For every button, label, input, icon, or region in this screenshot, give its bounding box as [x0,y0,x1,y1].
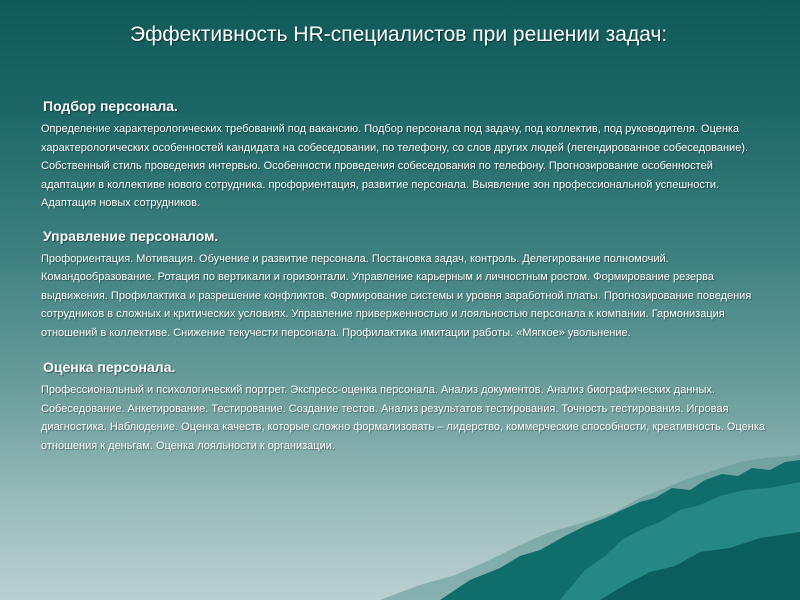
slide-title: Эффективность HR-специалистов при решении задач: [130,23,668,46]
section-heading: Подбор персонала. [43,98,178,114]
slide-content [43,98,768,455]
section-text: Определение характерологических требований под вакансию. Подбор персонала под задачу, под коллектив, под руководителя. Оценка характерологических особенностей кандидата на собеседовании, по телефону, со слов других людей (легендированное собеседование). Собственный стиль проведения интервью. Особенности проведения собеседования по телефону. Прогнозирование особенностей адаптации в коллективе нового сотрудника. профориентация, развитие персонала. Выявление зон профессиональной успешности. Адаптация новых сотрудников. [41,123,749,209]
section-personnel-assessment [43,359,768,455]
section-personnel-management [43,228,768,343]
section-text: Профориентация. Мотивация. Обучение и развитие персонала. Постановка задач, контроль. Делегирование полномочий. Командообразование. Ротация по вертикали и горизонтали. Управление карьерным и личностным ростом. Формирование резерва выдвижения. Профилактика и разрешение конфликтов. Формирование системы и уровня заработной платы. Прогнозирование поведения сотрудников в сложных и критических условиях. Управление приверженностью и лояльностью персонала к компании. Гармонизация отношений в коллективе. Снижение текучести персонала. Профилактика имитации работы. «Мягкое» увольнение. [41,252,752,339]
section-heading: Оценка персонала. [43,359,176,375]
section-heading: Управление персоналом. [43,227,219,244]
section-text: Профессиональный и психологический портрет. Экспресс-оценка персонала. Анализ документов. Анализ биографических данных. Собеседование. Анкетирование. Тестирование. Создание тестов. Анализ результатов тестирования. Точность тестирования. Игровая диагностика. Наблюдение. Оценка качеств, которые сложно формализовать – лидерство, коммерческие способности, креативность. Оценка отношения к деньгам. Оценка лояльности к организации. [41,384,765,452]
section-recruitment [43,98,768,213]
